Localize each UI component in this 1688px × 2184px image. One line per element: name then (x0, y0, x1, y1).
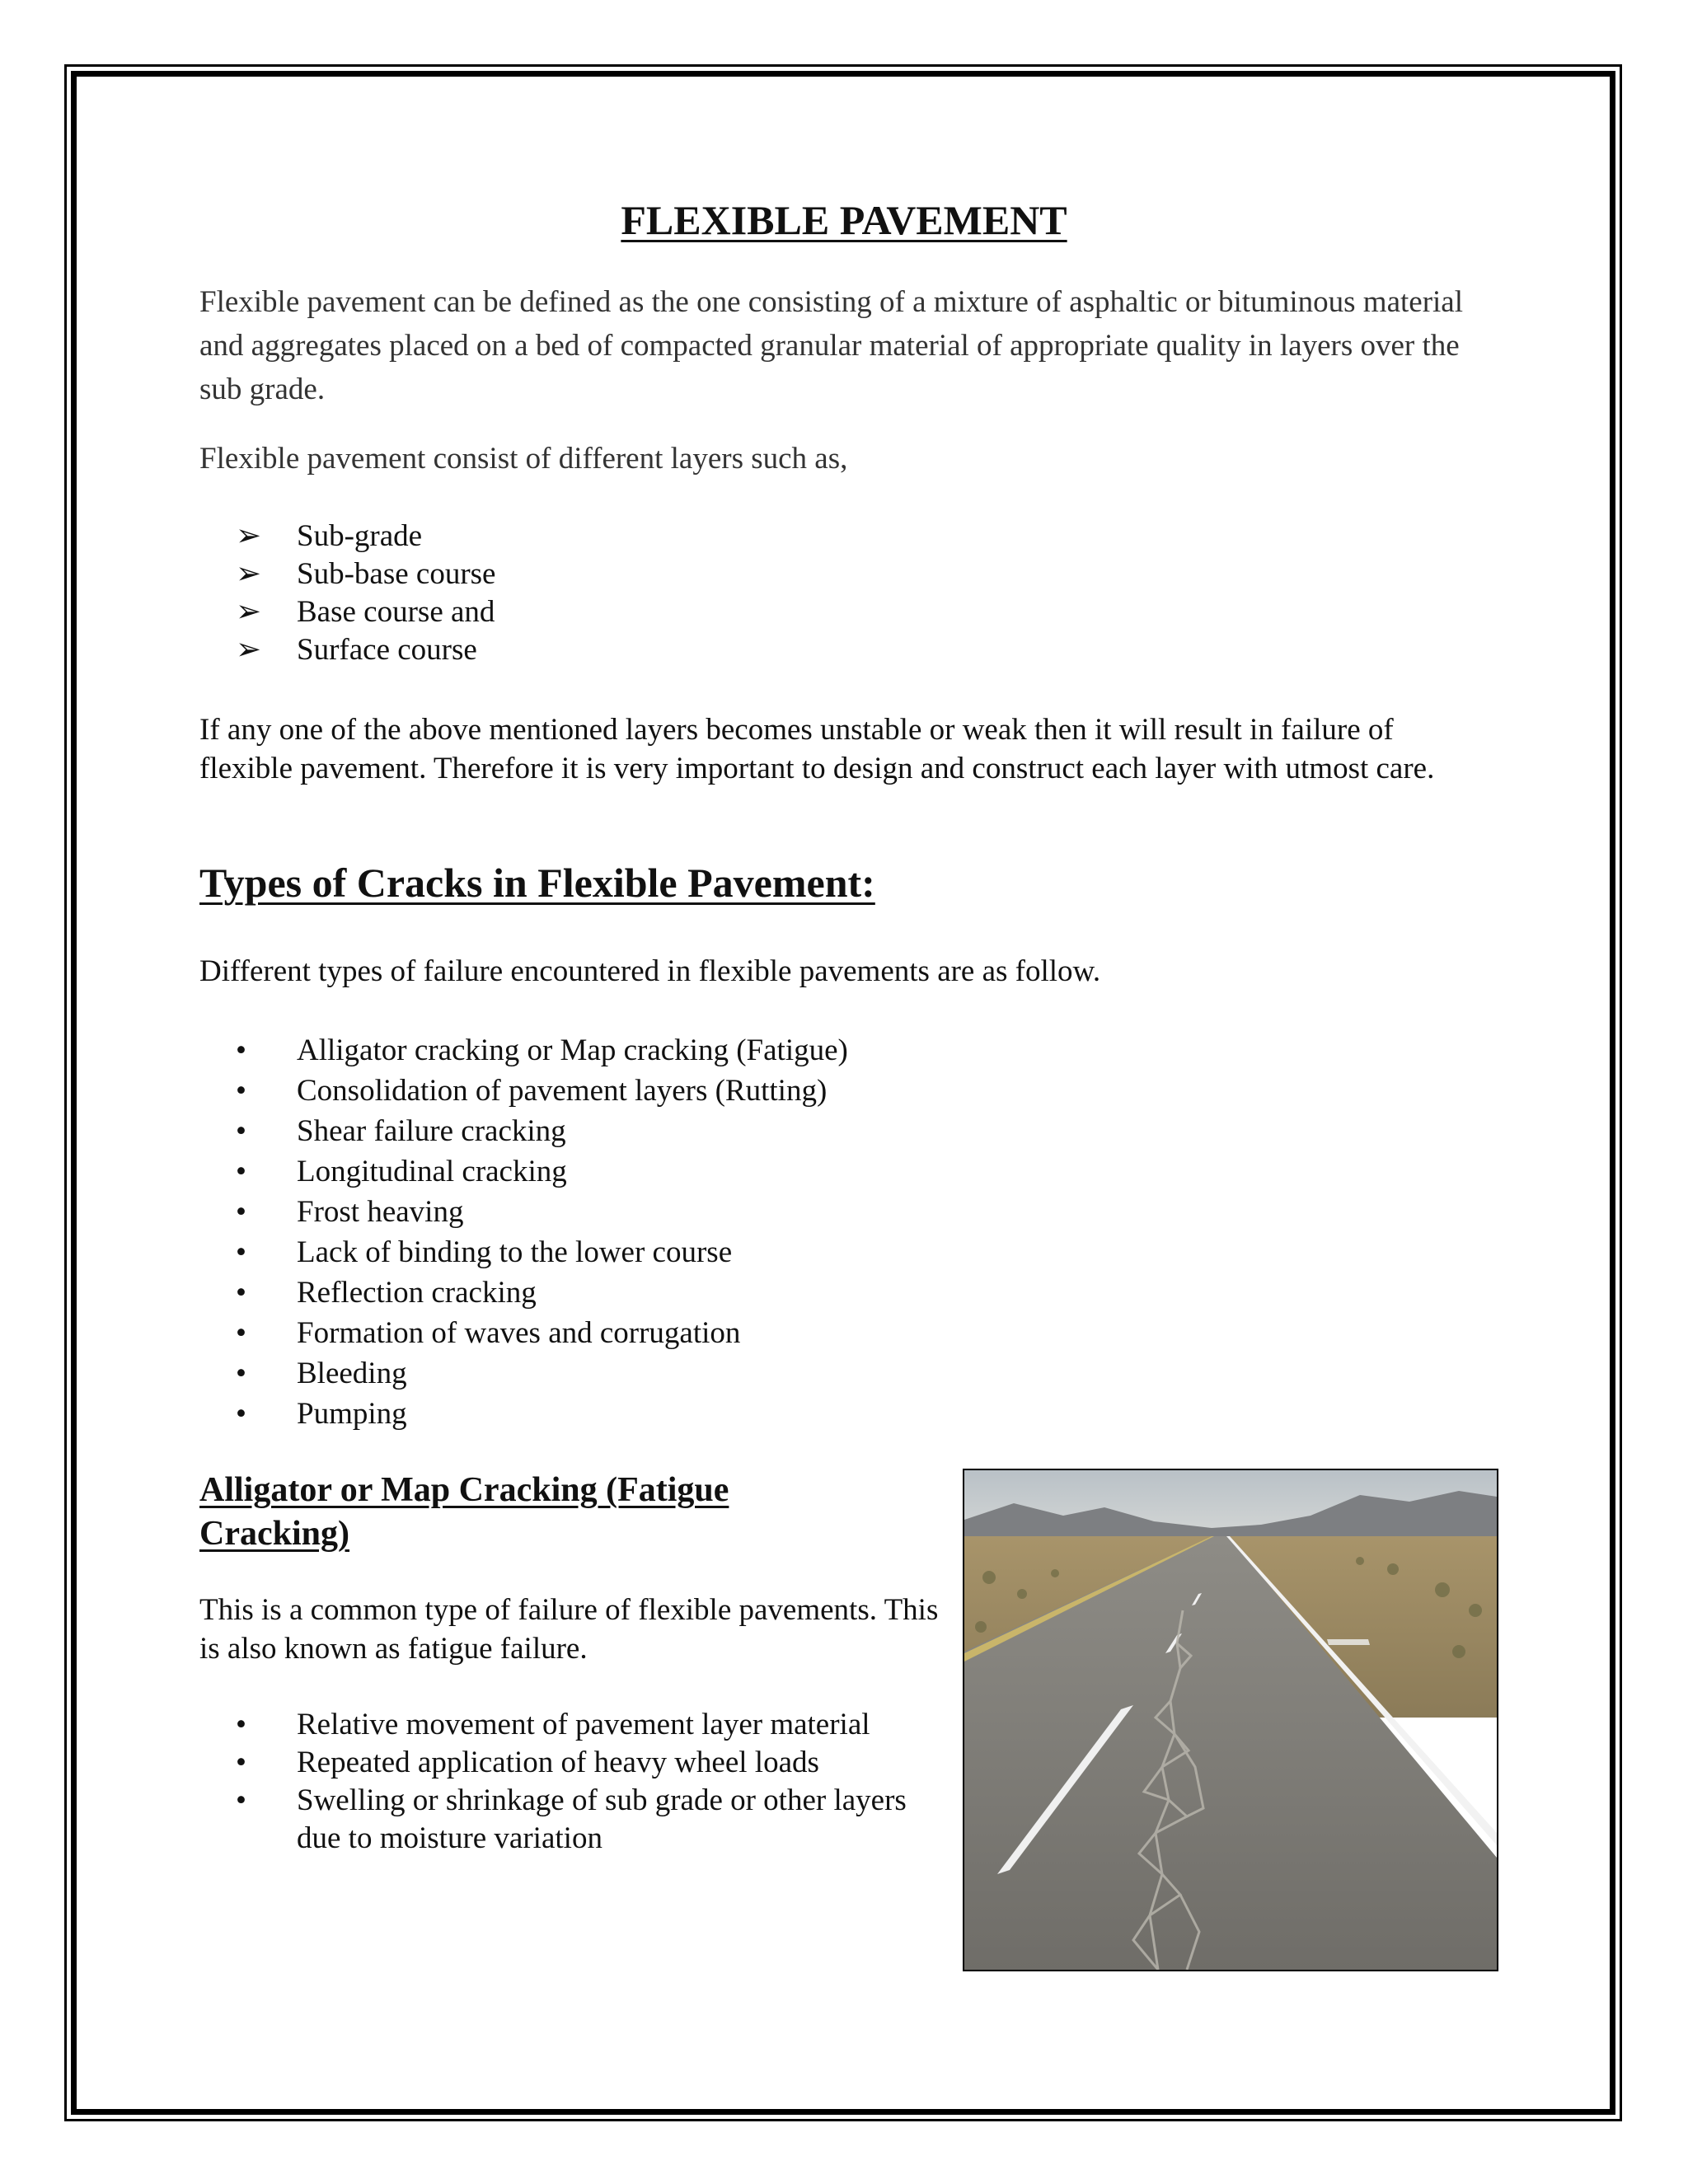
list-item: • Swelling or shrinkage of sub grade or other layers due to moisture variation (236, 1783, 907, 1855)
list-item: • Reflection cracking (199, 1272, 848, 1313)
bullet-icon: • (236, 1357, 246, 1390)
cracks-list (199, 1030, 848, 1434)
layers-list (199, 518, 495, 669)
bullet-icon: • (236, 1783, 246, 1817)
road-illustration (964, 1470, 1497, 1970)
list-item: • Consolidation of pavement layers (Rutting) (199, 1071, 848, 1111)
list-item: • Pumping (199, 1394, 848, 1434)
bullet-icon: • (236, 1708, 246, 1741)
list-item: • Bleeding (199, 1353, 848, 1394)
list-item: • Shear failure cracking (199, 1111, 848, 1151)
bullet-icon: • (236, 1397, 246, 1431)
arrow-bullet-icon: ➢ (236, 633, 262, 667)
intro-paragraph: Flexible pavement can be defined as the one consisting of a mixture of asphaltic or bituminous material and aggregates placed on a bed of compacted granular material of appropriate quality in layers over the sub grade. (199, 285, 1464, 406)
cracks-heading: Types of Cracks in Flexible Pavement: (199, 860, 875, 906)
list-item: ➢ Sub-base course (199, 555, 495, 593)
cracks-intro: Different types of failure encountered in flexible pavements are as follow. (199, 954, 1101, 988)
list-item: • Formation of waves and corrugation (199, 1313, 848, 1353)
arrow-bullet-icon: ➢ (236, 595, 262, 629)
alligator-paragraph: This is a common type of failure of flexible pavements. This is also known as fatigue failure. (199, 1593, 939, 1666)
list-item: • Relative movement of pavement layer material (199, 1706, 958, 1744)
bullet-icon: • (236, 1195, 246, 1229)
bullet-icon: • (236, 1114, 246, 1148)
arrow-bullet-icon: ➢ (236, 519, 262, 553)
list-item: • Frost heaving (199, 1192, 848, 1232)
list-item: • Repeated application of heavy wheel loads (199, 1744, 958, 1782)
cracked-road-photo (963, 1469, 1498, 1971)
list-item: • Longitudinal cracking (199, 1151, 848, 1192)
causes-list (199, 1706, 958, 1858)
layers-intro: Flexible pavement consist of different layers such as, (199, 442, 848, 476)
list-item: ➢ Base course and (199, 593, 495, 631)
arrow-bullet-icon: ➢ (236, 557, 262, 591)
bullet-icon: • (236, 1276, 246, 1310)
page-title: FLEXIBLE PAVEMENT (621, 197, 1067, 243)
list-item: • Alligator cracking or Map cracking (Fatigue) (199, 1030, 848, 1071)
list-item: ➢ Sub-grade (199, 518, 495, 555)
bullet-icon: • (236, 1033, 246, 1067)
bullet-icon: • (236, 1155, 246, 1188)
alligator-heading: Alligator or Map Cracking (Fatigue Cracking) (199, 1471, 729, 1553)
bullet-icon: • (236, 1316, 246, 1350)
list-item: ➢ Surface course (199, 631, 495, 669)
layers-note: If any one of the above mentioned layers becomes unstable or weak then it will result in failure of flexible pavement. Therefore it is very important to design and construct each layer with utmost care. (199, 713, 1435, 785)
bullet-icon: • (236, 1235, 246, 1269)
list-item: • Lack of binding to the lower course (199, 1232, 848, 1272)
bullet-icon: • (236, 1074, 246, 1108)
bullet-icon: • (236, 1746, 246, 1779)
